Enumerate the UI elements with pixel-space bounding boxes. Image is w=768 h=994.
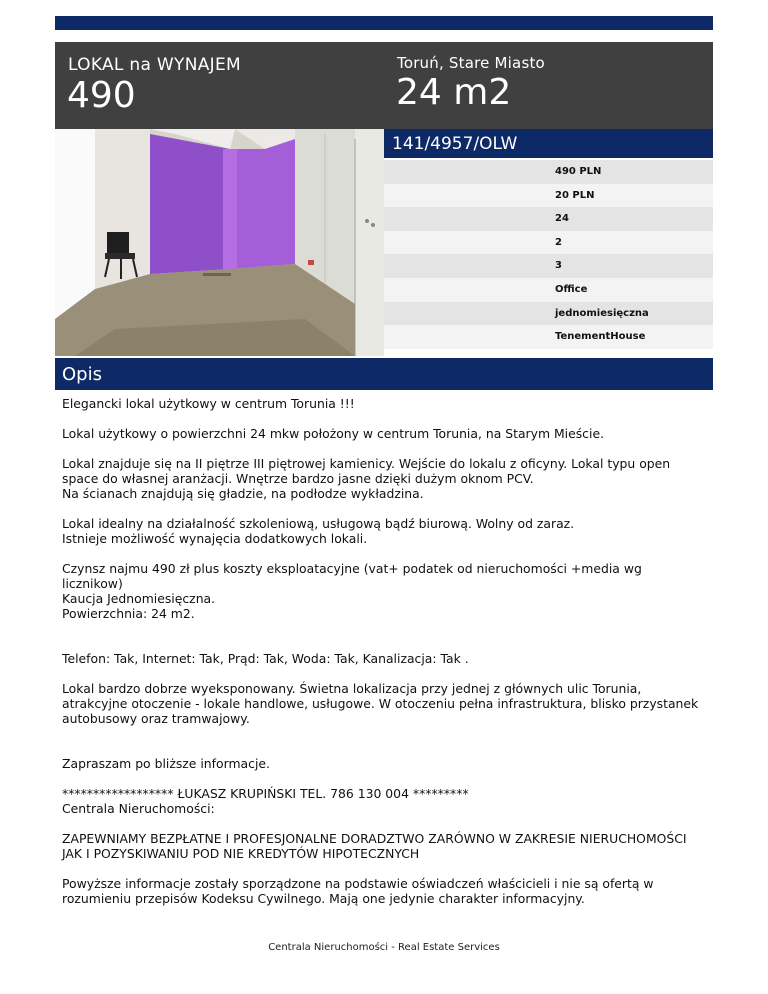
page-footer: Centrala Nieruchomości - Real Estate Services [268, 942, 500, 953]
description-paragraph: Lokal użytkowy o powierzchni 24 mkw położony w centrum Torunia, na Starym Mieście. [62, 426, 605, 441]
description-paragraph: Lokal bardzo dobrze wyeksponowany. Świetna lokalizacja przy jednej z głównych ulic Torunia, atrakcyjne otoczenie - lokale handlowe, usługowe. W otoczeniu pełna infrastruktura, blisko przystanek autobusowy oraz tramwajowy. [62, 681, 699, 726]
room-photo-illustration [55, 129, 384, 356]
listing-price: 490 [67, 75, 136, 116]
description-paragraph: Lokal znajduje się na II piętrze III piętrowej kamienicy. Wejście do lokalu z oficyny. Lokal typu open space do własnej aranżacji. Wnętrze bardzo jasne dzięki dużym oknom PCV. Na ścianach znajdują się gładzie, na podłodze wykładzina. [62, 456, 671, 501]
param-value: 3 [555, 260, 562, 272]
param-value: jednomiesięczna [555, 307, 649, 319]
description-paragraph: ZAPEWNIAMY BEZPŁATNE I PROFESJONALNE DORADZTWO ZARÓWNO W ZAKRESIE NIERUCHOMOŚCI JAK I POZYSKIWANIU POD NIE KREDYTÓW HIPOTECZNYCH [62, 831, 687, 861]
param-value: 20 PLN [555, 189, 595, 201]
reference-number-bar [384, 129, 713, 158]
param-value: 24 [555, 213, 569, 225]
param-row-price [384, 160, 713, 184]
description-paragraph: Zapraszam po bliższe informacje. [62, 756, 270, 771]
description-section-header [55, 358, 713, 390]
param-value: 490 PLN [555, 166, 602, 177]
description-paragraph: Powyższe informacje zostały sporządzone na podstawie oświadczeń właścicieli i nie są ofertą w rozumieniu przepisów Kodeksu Cywilnego. Mają one jedynie charakter informacyjny. [62, 876, 654, 906]
description-paragraph: Lokal idealny na działalność szkoleniową, usługową bądź biurową. Wolny od zaraz. Istnieje możliwość wynajęcia dodatkowych lokali. [62, 516, 575, 546]
listing-header [55, 42, 713, 129]
param-row-purpose [384, 278, 713, 302]
listing-location: Toruń, Stare Miasto [397, 54, 545, 72]
param-value: 2 [555, 236, 562, 248]
description-paragraph: ****************** ŁUKASZ KRUPIŃSKI TEL. 786 130 004 ********* Centrala Nieruchomości: [62, 786, 469, 816]
listing-area: 24 m2 [396, 72, 512, 113]
param-row-deposit [384, 302, 713, 326]
description-body [62, 396, 702, 921]
top-accent-bar [55, 16, 713, 30]
param-row-price-per-m2 [384, 184, 713, 208]
property-photo [55, 129, 384, 356]
reference-number: 141/4957/OLW [392, 134, 518, 154]
description-paragraph: Czynsz najmu 490 zł plus koszty eksploatacyjne (vat+ podatek od nieruchomości +media wg licznikow) Kaucja Jednomiesięczna. Powierzchnia: 24 m2. [62, 561, 642, 621]
param-value: TenementHouse [555, 331, 646, 343]
param-value: Office [555, 283, 588, 295]
description-paragraph: Telefon: Tak, Internet: Tak, Prąd: Tak, Woda: Tak, Kanalizacja: Tak . [62, 651, 469, 666]
param-row-floor [384, 231, 713, 255]
listing-type-label: LOKAL na WYNAJEM [68, 55, 241, 75]
section-title: Opis [62, 364, 102, 385]
description-paragraph: Elegancki lokal użytkowy w centrum Torunia !!! [62, 396, 355, 411]
param-row-floors-total [384, 254, 713, 278]
listing-params-table [384, 160, 713, 349]
param-row-building-type [384, 325, 713, 349]
param-row-area [384, 207, 713, 231]
